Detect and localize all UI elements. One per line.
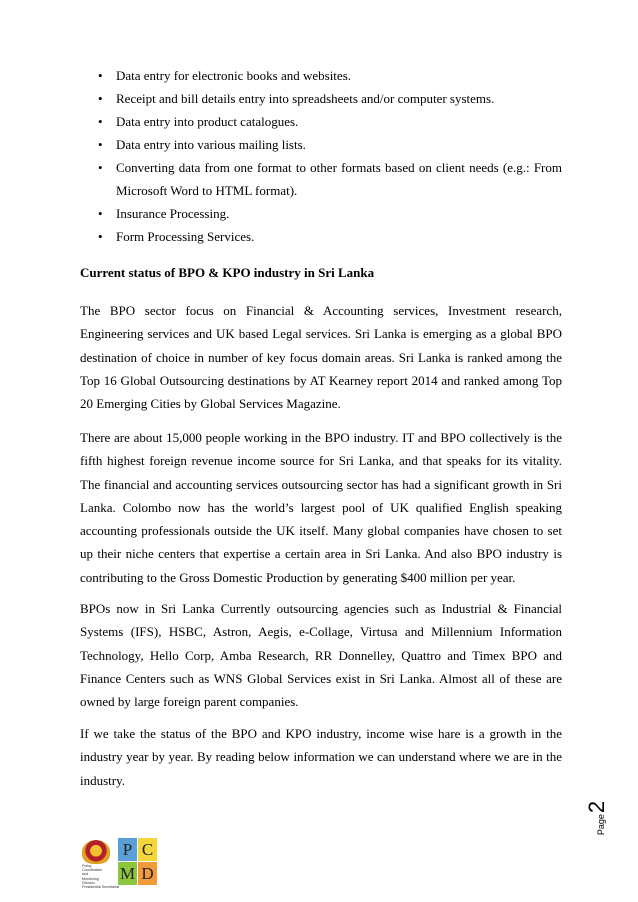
paragraph: BPOs now in Sri Lanka Currently outsourcing agencies such as Industrial & Financial Systems (IFS), HSBC, Astron, Aegis, e-Collage, Virtusa and Millennium Information Technology, Hello Corp, Amba Research, RR Donnelley, Quattro and Timex BPO and Finance Centers such as WNS Global Services exist in Sri Lanka. Almost all of these are owned by large foreign parent companies.: [80, 601, 562, 710]
logo-caption: Policy Coordination and Monitoring Division Presidential Secretariat: [82, 864, 120, 890]
paragraph: If we take the status of the BPO and KPO industry, income wise hare is a growth in the industry year by year. By reading below information we can understand where we are in the industry.: [80, 726, 562, 788]
list-item: • Data entry into product catalogues.: [80, 110, 562, 133]
list-item: • Data entry into various mailing lists.: [80, 133, 562, 156]
list-item: • Converting data from one format to other formats based on client needs (e.g.: From Microsoft Word to HTML format).: [80, 156, 562, 202]
section-heading: Current status of BPO & KPO industry in Sri Lanka: [80, 265, 375, 280]
pcmd-logo: [80, 838, 158, 888]
paragraph: There are about 15,000 people working in the BPO industry. IT and BPO collectively is the fifth highest foreign revenue income source for Sri Lanka, and that speaks for its vitality. The financial and accounting services outsourcing sector has had a significant growth in Sri Lanka. Colombo now has the world’s largest pool of UK qualified English speaking accounting professionals outside the UK itself. Many global companies have chosen to set up their niche centers that expertise a certain area in Sri Lanka. And also BPO industry is contributing to the Gross Domestic Production by generating $400 million per year.: [80, 430, 562, 585]
logo-letter-m: M: [118, 862, 137, 885]
emblem-icon: [82, 840, 110, 864]
page-number: [584, 798, 624, 838]
page-word: Page: [596, 814, 606, 836]
page-number-value: 2: [584, 800, 609, 814]
list-item: • Receipt and bill details entry into spreadsheets and/or computer systems.: [80, 87, 562, 110]
list-item: • Form Processing Services.: [80, 225, 562, 248]
paragraph: The BPO sector focus on Financial & Accounting services, Investment research, Engineering services and UK based Legal services. Sri Lanka is emerging as a global BPO destination of choice in number of key focus domain areas. Sri Lanka is ranked among the Top 16 Global Outsourcing destinations by AT Kearney report 2014 and ranked among Top 20 Emerging Cities by Global Services Magazine.: [80, 303, 562, 412]
list-item: • Data entry for electronic books and websites.: [80, 64, 562, 87]
logo-letter-c: C: [138, 838, 157, 861]
logo-letter-d: D: [138, 862, 157, 885]
list-item: • Insurance Processing.: [80, 202, 562, 225]
bullet-list: [80, 64, 562, 248]
logo-letter-p: P: [118, 838, 137, 861]
